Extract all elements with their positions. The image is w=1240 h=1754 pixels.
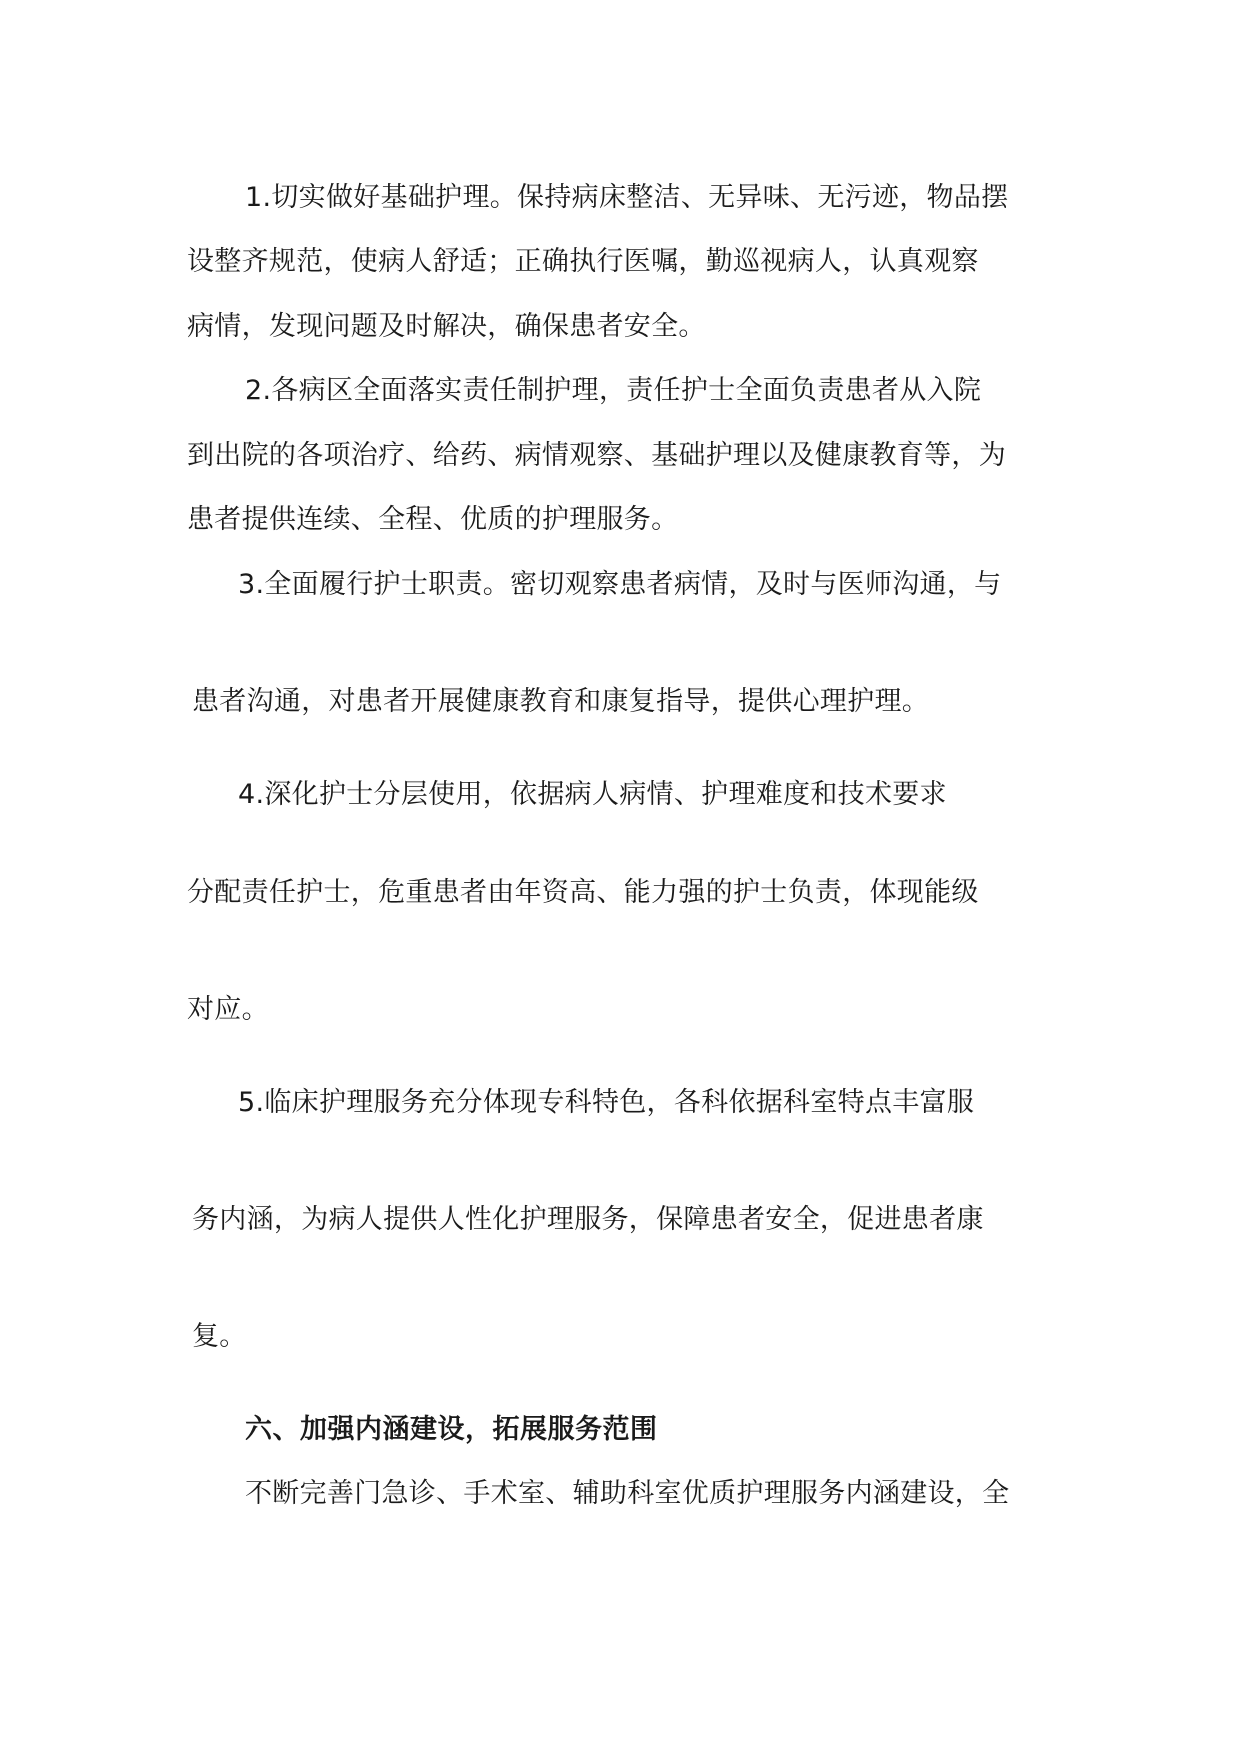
section-6-heading: 六、加强内涵建设，拓展服务范围 <box>245 1414 658 1445</box>
paragraph-4-line-2: 分配责任护士，危重患者由年资高、能力强的护士负责，体现能级 <box>187 877 979 908</box>
paragraph-2-line-3: 患者提供连续、全程、优质的护理服务。 <box>187 504 679 535</box>
paragraph-5-line-1: 5.临床护理服务充分体现专科特色，各科依据科室特点丰富服 <box>238 1087 975 1118</box>
paragraph-4-line-1: 4.深化护士分层使用，依据病人病情、护理难度和技术要求 <box>238 779 947 810</box>
paragraph-1-line-3: 病情，发现问题及时解决，确保患者安全。 <box>187 311 706 342</box>
paragraph-2-line-2: 到出院的各项治疗、给药、病情观察、基础护理以及健康教育等，为 <box>187 440 1006 471</box>
paragraph-3-line-2: 患者沟通，对患者开展健康教育和康复指导，提供心理护理。 <box>192 686 930 717</box>
paragraph-1-line-2: 设整齐规范，使病人舒适；正确执行医嘱，勤巡视病人，认真观察 <box>187 246 979 277</box>
paragraph-1-line-1: 1.切实做好基础护理。保持病床整洁、无异味、无污迹，物品摆 <box>245 182 1009 213</box>
paragraph-2-line-1: 2.各病区全面落实责任制护理，责任护士全面负责患者从入院 <box>245 375 982 406</box>
section-6-line-1: 不断完善门急诊、手术室、辅助科室优质护理服务内涵建设，全 <box>245 1478 1010 1509</box>
paragraph-5-line-3: 复。 <box>192 1321 247 1352</box>
paragraph-3-line-1: 3.全面履行护士职责。密切观察患者病情，及时与医师沟通，与 <box>238 569 1002 600</box>
paragraph-4-line-3: 对应。 <box>187 994 269 1025</box>
paragraph-5-line-2: 务内涵，为病人提供人性化护理服务，保障患者安全，促进患者康 <box>192 1204 984 1235</box>
